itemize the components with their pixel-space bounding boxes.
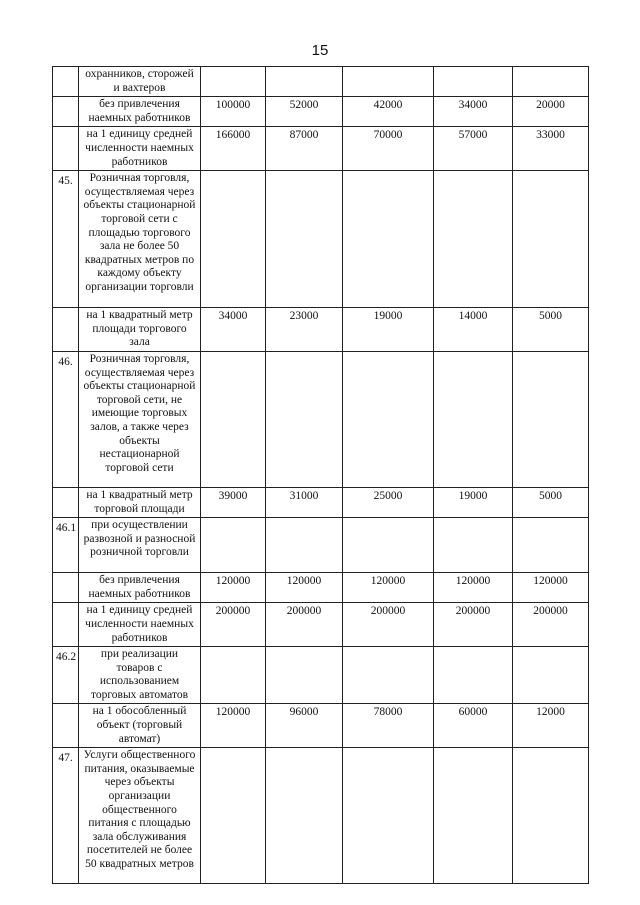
value-cell: 120000 bbox=[343, 573, 434, 603]
table-row bbox=[53, 97, 589, 127]
row-number bbox=[53, 487, 79, 517]
activity-description: на 1 квадратный метр торговой площади bbox=[79, 487, 201, 517]
row-number: 46.2 bbox=[53, 647, 79, 704]
value-cell bbox=[434, 171, 513, 308]
value-cell bbox=[513, 171, 589, 308]
value-cell: 87000 bbox=[266, 127, 343, 171]
value-cell bbox=[513, 67, 589, 97]
value-cell bbox=[266, 351, 343, 487]
table-row bbox=[53, 127, 589, 171]
row-number: 46.1 bbox=[53, 518, 79, 573]
activity-description: при реализации товаров с использованием торговых автоматов bbox=[79, 647, 201, 704]
activity-description: на 1 обособленный объект (торговый автомат) bbox=[79, 704, 201, 748]
value-cell: 96000 bbox=[266, 704, 343, 748]
value-cell bbox=[434, 647, 513, 704]
table-row bbox=[53, 748, 589, 884]
value-cell: 52000 bbox=[266, 97, 343, 127]
value-cell: 120000 bbox=[434, 573, 513, 603]
row-number bbox=[53, 704, 79, 748]
activity-description: Розничная торговля, осуществляемая через объекты стационарной торговой сети с площадью торгового зала не более 50 квадратных метров по каждому объекту организации торговли bbox=[79, 171, 201, 308]
value-cell bbox=[266, 647, 343, 704]
value-cell: 34000 bbox=[434, 97, 513, 127]
row-number: 46. bbox=[53, 351, 79, 487]
activity-description: Услуги общественного питания, оказываемые через объекты организации общественного питания с площадью зала обслуживания посетителей не более 50 квадратных метров bbox=[79, 748, 201, 884]
value-cell: 100000 bbox=[201, 97, 266, 127]
value-cell bbox=[434, 748, 513, 884]
value-cell: 200000 bbox=[434, 603, 513, 647]
value-cell bbox=[513, 748, 589, 884]
value-cell: 120000 bbox=[513, 573, 589, 603]
value-cell: 60000 bbox=[434, 704, 513, 748]
value-cell: 5000 bbox=[513, 487, 589, 517]
value-cell: 12000 bbox=[513, 704, 589, 748]
value-cell: 120000 bbox=[266, 573, 343, 603]
value-cell: 200000 bbox=[343, 603, 434, 647]
value-cell: 5000 bbox=[513, 308, 589, 352]
value-cell: 200000 bbox=[201, 603, 266, 647]
activity-description: на 1 единицу средней численности наемных работников bbox=[79, 127, 201, 171]
value-cell bbox=[513, 518, 589, 573]
table-row bbox=[53, 171, 589, 308]
row-number bbox=[53, 127, 79, 171]
value-cell: 200000 bbox=[266, 603, 343, 647]
value-cell: 31000 bbox=[266, 487, 343, 517]
value-cell bbox=[434, 67, 513, 97]
row-number bbox=[53, 308, 79, 352]
value-cell: 120000 bbox=[201, 573, 266, 603]
activity-description: без привлечения наемных работников bbox=[79, 573, 201, 603]
value-cell bbox=[266, 748, 343, 884]
value-cell: 20000 bbox=[513, 97, 589, 127]
value-cell: 200000 bbox=[513, 603, 589, 647]
table-row bbox=[53, 308, 589, 352]
activity-description: без привлечения наемных работников bbox=[79, 97, 201, 127]
value-cell bbox=[266, 518, 343, 573]
value-cell: 70000 bbox=[343, 127, 434, 171]
value-cell bbox=[201, 748, 266, 884]
value-cell bbox=[434, 518, 513, 573]
table-row bbox=[53, 487, 589, 517]
value-cell bbox=[201, 647, 266, 704]
value-cell bbox=[343, 67, 434, 97]
value-cell: 39000 bbox=[201, 487, 266, 517]
value-cell bbox=[343, 647, 434, 704]
tariff-table bbox=[52, 66, 589, 884]
value-cell bbox=[434, 351, 513, 487]
value-cell bbox=[513, 647, 589, 704]
activity-description: Розничная торговля, осуществляемая через объекты стационарной торговой сети, не имеющие торговых залов, а также через объекты нестационарной торговой сети bbox=[79, 351, 201, 487]
table-row bbox=[53, 603, 589, 647]
activity-description: охранников, сторожей и вахтеров bbox=[79, 67, 201, 97]
row-number: 47. bbox=[53, 748, 79, 884]
row-number bbox=[53, 97, 79, 127]
value-cell: 19000 bbox=[343, 308, 434, 352]
value-cell bbox=[201, 518, 266, 573]
table-row bbox=[53, 573, 589, 603]
value-cell: 57000 bbox=[434, 127, 513, 171]
value-cell bbox=[343, 351, 434, 487]
value-cell: 19000 bbox=[434, 487, 513, 517]
value-cell bbox=[343, 171, 434, 308]
table-row bbox=[53, 647, 589, 704]
value-cell bbox=[201, 171, 266, 308]
value-cell bbox=[201, 351, 266, 487]
row-number bbox=[53, 67, 79, 97]
value-cell: 33000 bbox=[513, 127, 589, 171]
value-cell: 14000 bbox=[434, 308, 513, 352]
page-number: 15 bbox=[311, 42, 329, 59]
activity-description: на 1 квадратный метр площади торгового зала bbox=[79, 308, 201, 352]
row-number: 45. bbox=[53, 171, 79, 308]
table-row bbox=[53, 67, 589, 97]
value-cell: 120000 bbox=[201, 704, 266, 748]
row-number bbox=[53, 573, 79, 603]
value-cell bbox=[343, 518, 434, 573]
value-cell bbox=[266, 171, 343, 308]
value-cell: 42000 bbox=[343, 97, 434, 127]
value-cell: 166000 bbox=[201, 127, 266, 171]
table-row bbox=[53, 518, 589, 573]
row-number bbox=[53, 603, 79, 647]
value-cell: 25000 bbox=[343, 487, 434, 517]
value-cell: 34000 bbox=[201, 308, 266, 352]
table-row bbox=[53, 351, 589, 487]
value-cell: 23000 bbox=[266, 308, 343, 352]
activity-description: на 1 единицу средней численности наемных работников bbox=[79, 603, 201, 647]
value-cell: 78000 bbox=[343, 704, 434, 748]
table-row bbox=[53, 704, 589, 748]
activity-description: при осуществлении развозной и разносной розничной торговли bbox=[79, 518, 201, 573]
value-cell bbox=[201, 67, 266, 97]
value-cell bbox=[343, 748, 434, 884]
value-cell bbox=[513, 351, 589, 487]
value-cell bbox=[266, 67, 343, 97]
